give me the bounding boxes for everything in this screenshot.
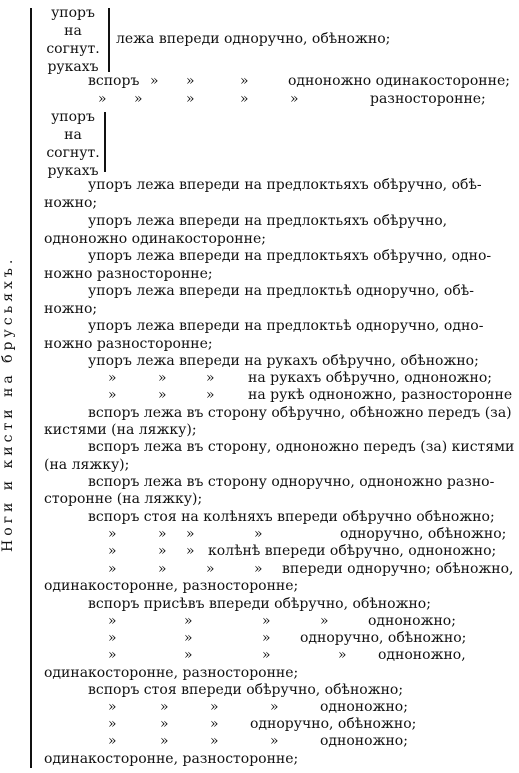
ditto-mark: » bbox=[108, 387, 117, 403]
ditto-mark: » bbox=[270, 733, 279, 749]
brace-2 bbox=[104, 112, 106, 172]
ditto-mark: » bbox=[108, 733, 117, 749]
ditto-mark: » bbox=[108, 526, 117, 542]
ditto-mark: » bbox=[108, 716, 117, 732]
text-line: ножно; bbox=[44, 195, 98, 211]
ditto-mark: » bbox=[254, 561, 263, 577]
ditto-mark: » bbox=[184, 647, 193, 663]
ditto-mark: » bbox=[108, 647, 117, 663]
text-line: упоръ лежа впереди на предлоктьяхъ обѣручно, обѣ- bbox=[88, 177, 482, 193]
stack-1-line: согнут. bbox=[46, 41, 100, 57]
ditto-mark: » bbox=[108, 370, 117, 386]
text-line: одноручно, обѣножно; bbox=[250, 716, 417, 732]
ditto-mark: » bbox=[160, 716, 169, 732]
ditto-mark: » bbox=[158, 526, 167, 542]
ditto-mark: » bbox=[186, 526, 195, 542]
ditto-mark: » bbox=[338, 647, 347, 663]
ditto-mark: » bbox=[254, 526, 263, 542]
brace-1 bbox=[108, 8, 110, 72]
stack-2 bbox=[40, 108, 106, 180]
ditto-mark: » bbox=[184, 630, 193, 646]
side-rule bbox=[30, 8, 32, 768]
ditto-mark: » bbox=[210, 716, 219, 732]
ditto-mark: » bbox=[184, 613, 193, 629]
text-line: вспоръ стоя впереди обѣручно, обѣножно; bbox=[88, 682, 404, 698]
text-line: одноручно, обѣножно; bbox=[300, 630, 467, 646]
text-line: одноножно; bbox=[368, 613, 456, 629]
ditto-mark: » bbox=[158, 561, 167, 577]
ditto-mark: » bbox=[108, 543, 117, 559]
text-line: упоръ лежа впереди на предлоктьяхъ обѣручно, одно- bbox=[88, 248, 492, 264]
text-line: ножно разносторонне; bbox=[44, 266, 213, 282]
ditto-mark: » bbox=[160, 733, 169, 749]
ditto-mark: » bbox=[270, 699, 279, 715]
ditto-mark: » bbox=[320, 613, 329, 629]
ditto-mark: » bbox=[108, 561, 117, 577]
text-line: одноручно, обѣножно; bbox=[340, 526, 507, 542]
text-line: (на ляжку); bbox=[44, 457, 130, 473]
ditto-mark: » bbox=[240, 91, 249, 107]
text-line: ножно; bbox=[44, 301, 98, 317]
ditto-mark: » bbox=[240, 73, 249, 89]
text-line: одинакосторонне, разносторонне; bbox=[44, 751, 299, 767]
stack-1 bbox=[40, 4, 106, 76]
text-line: лежа впереди одноручно, обѣножно; bbox=[116, 31, 391, 47]
ditto-mark: » bbox=[262, 630, 271, 646]
stack-2-line: упоръ bbox=[51, 109, 95, 125]
stack-1-line: упоръ bbox=[51, 5, 95, 21]
text-line: кистями (на ляжку); bbox=[44, 422, 197, 438]
ditto-mark: » bbox=[210, 733, 219, 749]
stack-2-line: рукахъ bbox=[47, 163, 99, 179]
text-line: вспоръ bbox=[88, 73, 140, 89]
text-line: упоръ лежа впереди на рукахъ обѣручно, обѣножно; bbox=[88, 353, 479, 369]
text-line: одноножно одинакосторонне; bbox=[288, 73, 510, 89]
stack-2-line: согнут. bbox=[46, 145, 100, 161]
ditto-mark: » bbox=[160, 699, 169, 715]
text-line: одноножно; bbox=[320, 699, 408, 715]
ditto-mark: » bbox=[134, 91, 143, 107]
text-line: одинакосторонне, разносторонне; bbox=[44, 578, 299, 594]
text-line: ножно разносторонне; bbox=[44, 336, 213, 352]
ditto-mark: » bbox=[108, 699, 117, 715]
stack-1-line: на bbox=[64, 23, 82, 39]
text-line: одноножно, bbox=[378, 647, 466, 663]
ditto-mark: » bbox=[98, 91, 107, 107]
ditto-mark: » bbox=[158, 543, 167, 559]
text-line: вспоръ стоя на колѣняхъ впереди обѣручно обѣножно; bbox=[88, 509, 495, 525]
ditto-mark: » bbox=[210, 699, 219, 715]
text-line: упоръ лежа впереди на предлоктьѣ одноручно, одно- bbox=[88, 318, 484, 334]
text-line: вспоръ лежа въ сторону одноручно, одноножно разно- bbox=[88, 474, 495, 490]
text-line: вспоръ присѣвъ впереди обѣручно, обѣножно; bbox=[88, 596, 431, 612]
text-line: упоръ лежа впереди на предлоктьѣ одноручно, обѣ- bbox=[88, 283, 474, 299]
text-line: упоръ лежа впереди на предлоктьяхъ обѣручно, bbox=[88, 213, 448, 229]
text-line: разносторонне; bbox=[370, 91, 486, 107]
text-line: колѣнѣ впереди обѣручно, одноножно; bbox=[208, 543, 497, 559]
ditto-mark: » bbox=[108, 630, 117, 646]
text-line: впереди одноручно; обѣножно, bbox=[282, 561, 514, 577]
text-line: вспоръ лежа въ сторону, одноножно передъ (за) кистями bbox=[88, 439, 515, 455]
ditto-mark: » bbox=[206, 387, 215, 403]
ditto-mark: » bbox=[158, 370, 167, 386]
ditto-mark: » bbox=[262, 613, 271, 629]
ditto-mark: » bbox=[262, 647, 271, 663]
text-line: на рукахъ обѣручно, одноножно; bbox=[248, 370, 493, 386]
ditto-mark: » bbox=[206, 370, 215, 386]
text-line: одноножно; bbox=[320, 733, 408, 749]
stack-1-line: рукахъ bbox=[47, 59, 99, 75]
ditto-mark: » bbox=[108, 613, 117, 629]
ditto-mark: » bbox=[290, 91, 299, 107]
text-line: одноножно одинакосторонне; bbox=[44, 231, 266, 247]
side-title: Ноги и кисти на брусьяхъ. bbox=[0, 255, 16, 553]
ditto-mark: » bbox=[186, 543, 195, 559]
ditto-mark: » bbox=[150, 73, 159, 89]
text-line: вспоръ лежа въ сторону обѣручно, обѣножно передъ (за) bbox=[88, 405, 512, 421]
ditto-mark: » bbox=[158, 387, 167, 403]
text-line: на рукѣ одноножно, разносторонне bbox=[248, 387, 513, 403]
stack-2-line: на bbox=[64, 127, 82, 143]
text-line: сторонне (на ляжку); bbox=[44, 491, 203, 507]
ditto-mark: » bbox=[206, 561, 215, 577]
ditto-mark: » bbox=[186, 73, 195, 89]
ditto-mark: » bbox=[186, 91, 195, 107]
text-line: одинакосторонне, разносторонне; bbox=[44, 665, 299, 681]
